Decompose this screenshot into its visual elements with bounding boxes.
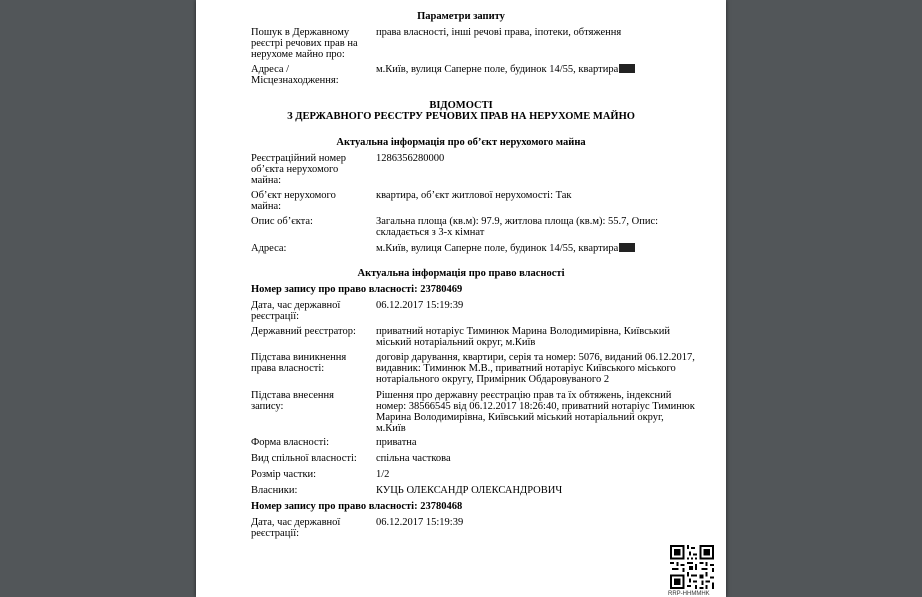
object-address-row (376, 243, 696, 254)
object-heading: Актуальна інформація про об’єкт нерухомого майна (336, 137, 586, 148)
record1-number: Номер запису про право власності: 23780469 (251, 284, 463, 295)
share-value: 1/2 (376, 469, 390, 480)
reg-date2-label: Дата, час державної реєстрації: (251, 517, 341, 539)
qr-caption: RRP-HHMMHK (668, 591, 710, 597)
share-label: Розмір частки: (251, 469, 317, 480)
registrar-value: приватний нотаріус Тиминюк Марина Володимирівна, Київський міський нотаріальний округ, м.Київ (376, 326, 670, 348)
object-type-label: Об’єкт нерухомого майна: (251, 190, 336, 212)
search-value: права власності, інші речові права, іпотеки, обтяження (376, 27, 622, 38)
qr-code-icon (670, 545, 714, 589)
object-desc-label: Опис об’єкта: (251, 216, 313, 227)
redaction-box (619, 64, 635, 73)
ownership-form-label: Форма власності: (251, 437, 330, 448)
object-address-label: Адреса: (251, 243, 287, 254)
title-line1: ВІДОМОСТІ (429, 100, 493, 111)
reg-number-value: 1286356280000 (376, 153, 445, 164)
object-desc-value: Загальна площа (кв.м): 97.9, житлова площа (кв.м): 55.7, Опис: складається з 3-х кімнат (376, 216, 659, 238)
joint-type-value: спільна часткова (376, 453, 451, 464)
title-line2: З ДЕРЖАВНОГО РЕЄСТРУ РЕЧОВИХ ПРАВ НА НЕРУХОМЕ МАЙНО (287, 111, 635, 122)
basis-value: договір дарування, квартири, серія та номер: 5076, виданий 06.12.2017, видавник: Тиминюк М.В., приватний нотаріус Київського міського нотаріального округу, Примірник Обдаровуваного 2 (376, 352, 695, 385)
joint-type-label: Вид спільної власності: (251, 453, 357, 464)
address-value: м.Київ, вулиця Саперне поле, будинок 14/55, квартира (376, 64, 619, 75)
redaction-box (619, 243, 635, 252)
reg-date-label: Дата, час державної реєстрації: (251, 300, 341, 322)
registrar-label: Державний реєстратор: (251, 326, 356, 337)
basis-label: Підстава виникнення права власності: (251, 352, 347, 374)
reg-date-value: 06.12.2017 15:19:39 (376, 300, 464, 311)
entry-basis-value: Рішення про державну реєстрацію прав та їх обтяжень, індексний номер: 38566545 від 06.12.2017 18:26:40, приватний нотаріус Тиминюк Марина Володимирівна, Київський міський нотаріальний округ, м.Київ (376, 390, 695, 434)
entry-basis-label: Підстава внесення запису: (251, 390, 335, 412)
owners-value: КУЦЬ ОЛЕКСАНДР ОЛЕКСАНДРОВИЧ (376, 485, 563, 496)
reg-number-label: Реєстраційний номер об’єкта нерухомого майна: (251, 153, 347, 186)
ownership-heading: Актуальна інформація про право власності (357, 268, 565, 279)
params-heading: Параметри запиту (417, 11, 505, 22)
record2-number: Номер запису про право власності: 23780468 (251, 501, 463, 512)
search-label: Пошук в Державному реєстрі речових прав на нерухоме майно про: (251, 27, 358, 60)
object-address-value: м.Київ, вулиця Саперне поле, будинок 14/55, квартира (376, 243, 619, 254)
object-type-value: квартира, об’єкт житлової нерухомості: Так (376, 190, 572, 201)
document-page (196, 0, 726, 597)
address-label: Адреса / Місцезнаходження: (251, 64, 339, 86)
ownership-form-value: приватна (376, 437, 417, 448)
owners-label: Власники: (251, 485, 298, 496)
address-value-row (376, 64, 696, 75)
reg-date2-value: 06.12.2017 15:19:39 (376, 517, 464, 528)
